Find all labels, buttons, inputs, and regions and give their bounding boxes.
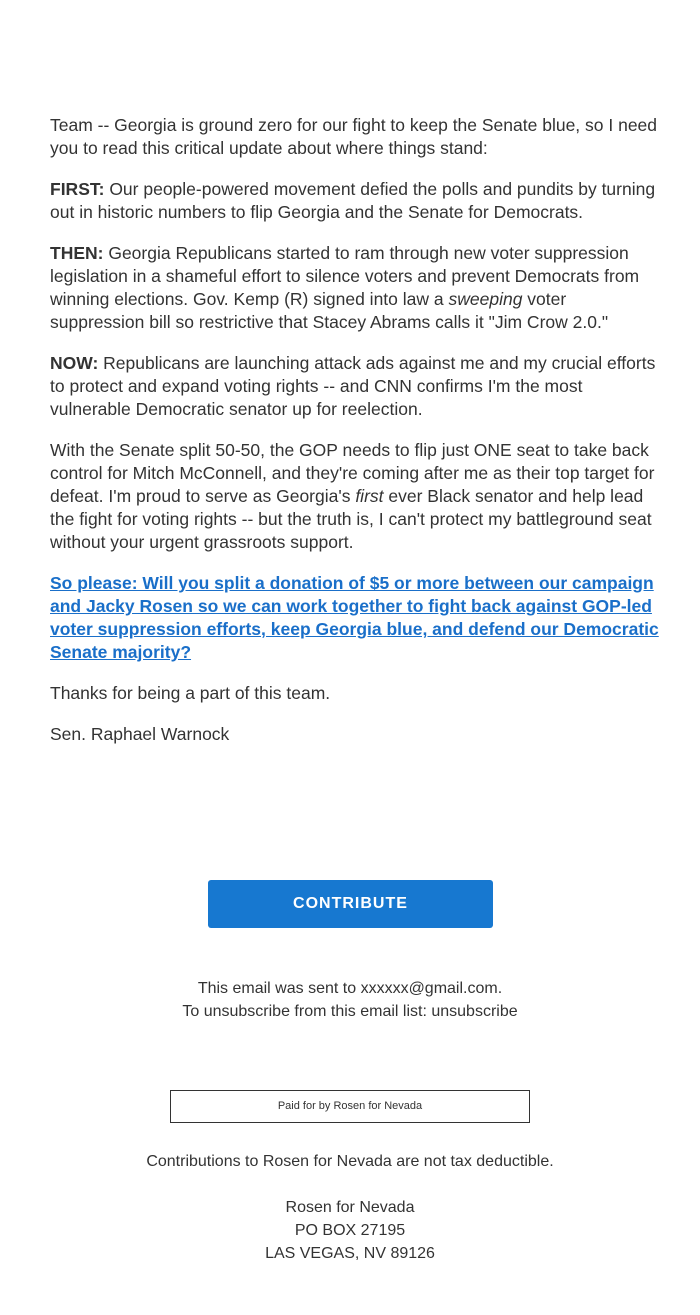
thanks-paragraph: Thanks for being a part of this team. — [50, 683, 331, 703]
now-paragraph — [50, 352, 660, 421]
then-paragraph — [50, 242, 660, 334]
unsubscribe-link[interactable]: unsubscribe — [431, 1003, 518, 1020]
first-paragraph — [50, 178, 660, 224]
sent-to-suffix: . — [497, 980, 503, 997]
then-text-before: Georgia Republicans started to ram through new voter suppression legislation in a shameful effort to silence voters and prevent Democrats from winning elections. Gov. Kemp (R) signed into law a — [50, 243, 640, 309]
email-body — [50, 114, 660, 764]
now-label: NOW: — [50, 353, 99, 373]
then-label: THEN: — [50, 243, 104, 263]
split-paragraph — [50, 439, 660, 554]
split-text-after: ever Black senator and help lead the fight for voting rights -- but the truth is, I can't protect my battleground seat without your urgent grassroots support. — [50, 486, 652, 552]
address-po-box: PO BOX 27195 — [294, 1222, 406, 1239]
footer-notice — [0, 977, 700, 1023]
sent-to-prefix: This email was sent to — [197, 980, 361, 997]
now-text: Republicans are launching attack ads against me and my crucial efforts to protect and expand voting rights -- and CNN confirms I'm the most vulnerable Democratic senator up for reelection. — [50, 353, 656, 419]
unsubscribe-prefix: To unsubscribe from this email list: — [182, 1003, 432, 1020]
intro-paragraph: Team -- Georgia is ground zero for our fight to keep the Senate blue, so I need you to read this critical update about where things stand: — [50, 115, 658, 158]
split-emphasis: first — [355, 486, 384, 506]
cta-container — [208, 880, 493, 928]
tax-deductible-note: Contributions to Rosen for Nevada are not tax deductible. — [146, 1153, 554, 1170]
mailing-address — [0, 1196, 700, 1265]
first-text: Our people-powered movement defied the polls and pundits by turning out in historic numbers to flip Georgia and the Senate for Democrats. — [50, 179, 656, 222]
unsubscribe-line — [0, 1000, 700, 1023]
sent-to-line — [0, 977, 700, 1000]
recipient-email: xxxxxx@gmail.com — [360, 980, 498, 997]
split-text-before: With the Senate split 50-50, the GOP needs to flip just ONE seat to take back control for Mitch McConnell, and they're coming after me as their top target for defeat. I'm proud to serve as Georgia's — [50, 440, 655, 506]
signature: Sen. Raphael Warnock — [50, 724, 230, 744]
then-emphasis: sweeping — [448, 289, 523, 309]
then-text-after: voter suppression bill so restrictive that Stacey Abrams calls it "Jim Crow 2.0." — [50, 289, 609, 332]
address-city-state-zip: LAS VEGAS, NV 89126 — [265, 1245, 435, 1262]
first-label: FIRST: — [50, 179, 105, 199]
ask-paragraph — [50, 572, 660, 664]
paid-for-disclaimer: Paid for by Rosen for Nevada — [170, 1090, 530, 1123]
contribute-button[interactable]: CONTRIBUTE — [208, 880, 493, 928]
address-name: Rosen for Nevada — [285, 1199, 415, 1216]
donation-ask-link[interactable]: So please: Will you split a donation of $5 or more between our campaign and Jacky Rosen so we can work together to fight back against GOP-led voter suppression efforts, keep Georgia blue, and defend our Democratic Senate majority? — [50, 573, 659, 662]
